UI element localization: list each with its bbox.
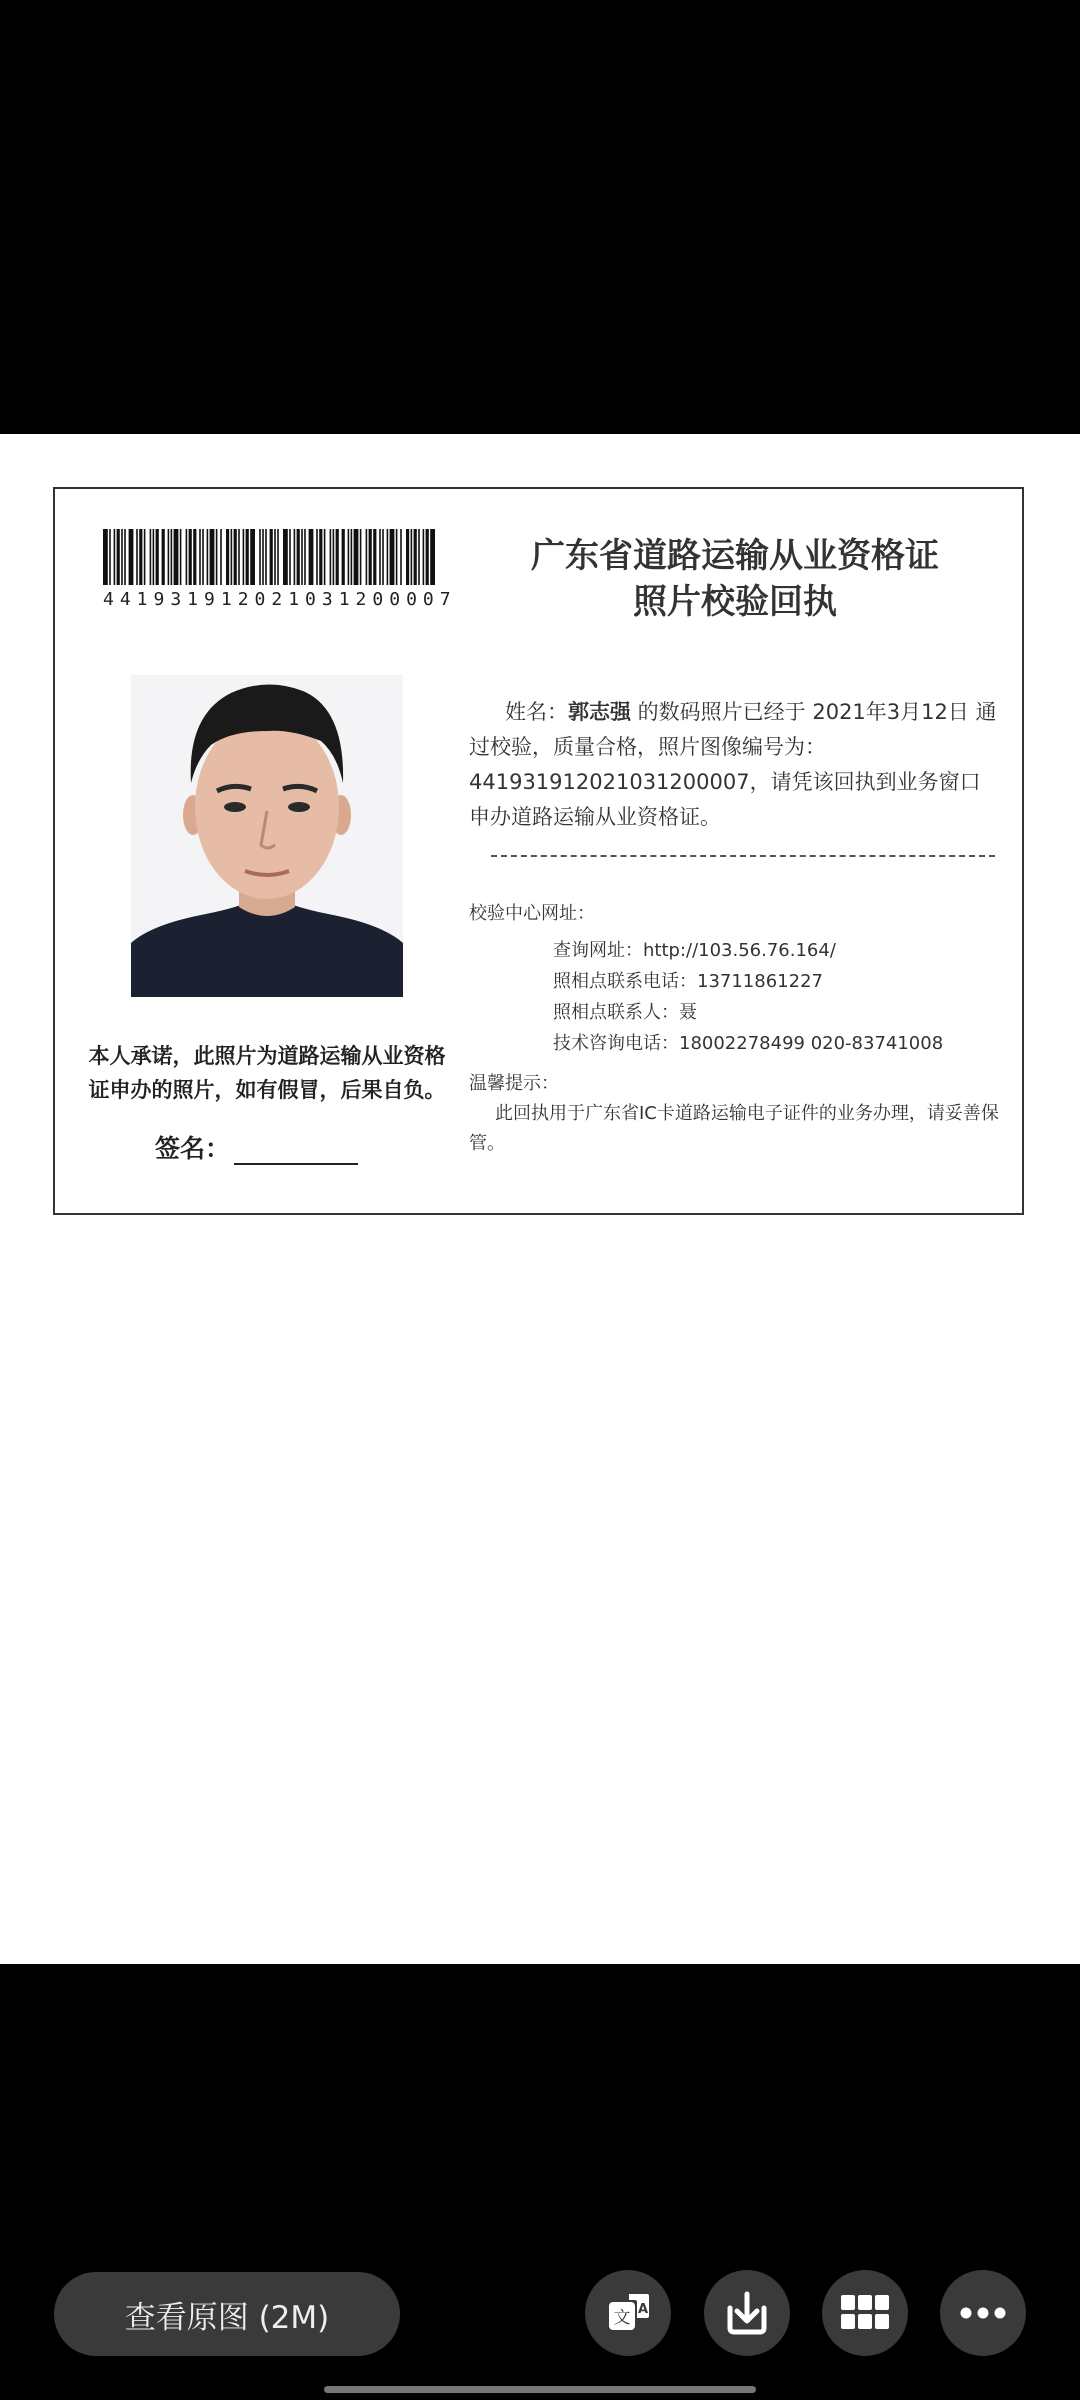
signature-label: 签名： xyxy=(155,1134,231,1163)
contact-item: 照相点联系人：聂 xyxy=(553,1002,697,1023)
id-photo xyxy=(131,675,403,997)
grid-button[interactable] xyxy=(822,2270,908,2356)
barcode-number: 441931912021031200007 xyxy=(103,589,457,610)
bottom-toolbar xyxy=(0,2268,1080,2358)
signature-field xyxy=(155,1129,358,1165)
pledge-line-2: 证申办的照片，如有假冒，后果自负。 xyxy=(88,1078,446,1102)
pledge-statement xyxy=(81,1039,453,1107)
verification-text xyxy=(469,695,999,835)
view-original-button[interactable]: 查看原图 (2M) xyxy=(54,2272,400,2356)
name-prefix: 姓名： xyxy=(505,700,568,724)
home-indicator[interactable] xyxy=(324,2386,756,2393)
portrait-image xyxy=(131,675,403,997)
signature-line xyxy=(234,1139,358,1165)
photo-verification-receipt xyxy=(53,487,1024,1215)
download-button[interactable] xyxy=(704,2270,790,2356)
svg-text:文: 文 xyxy=(613,2308,631,2328)
title-line-1: 广东省道路运输从业资格证 xyxy=(531,536,939,576)
barcode xyxy=(103,529,439,585)
more-icon xyxy=(960,2307,1006,2319)
receipt-title xyxy=(485,533,985,625)
contact-item: 照相点联系电话：13711861227 xyxy=(553,971,823,992)
download-icon xyxy=(724,2290,770,2336)
translate-button[interactable] xyxy=(585,2270,671,2356)
contact-list xyxy=(553,935,943,1059)
grid-icon xyxy=(841,2295,889,2331)
contact-item: 技术咨询电话：18002278499 020-83741008 xyxy=(553,1033,944,1054)
title-line-2: 照片校验回执 xyxy=(633,582,837,622)
dashed-divider xyxy=(491,855,995,857)
tip-text: 此回执用于广东省IC卡道路运输电子证件的业务办理，请妥善保管。 xyxy=(469,1103,999,1154)
center-label: 校验中心网址： xyxy=(469,903,595,924)
holder-name: 郭志强 xyxy=(568,700,631,724)
svg-text:A: A xyxy=(637,2302,649,2317)
pledge-line-1: 本人承诺，此照片为道路运输从业资格 xyxy=(88,1044,446,1068)
verification-details: 的数码照片已经于 2021年3月12日 通过校验，质量合格，照片图像编号为：441931912021031200007，请凭该回执到业务窗口申办道路运输从业资格证。 xyxy=(469,700,997,829)
tip-label: 温馨提示： xyxy=(469,1073,559,1094)
contact-item: 查询网址：http://103.56.76.164/ xyxy=(553,940,836,961)
more-button[interactable] xyxy=(940,2270,1026,2356)
translate-icon xyxy=(603,2288,653,2338)
document-image[interactable] xyxy=(0,434,1080,1964)
